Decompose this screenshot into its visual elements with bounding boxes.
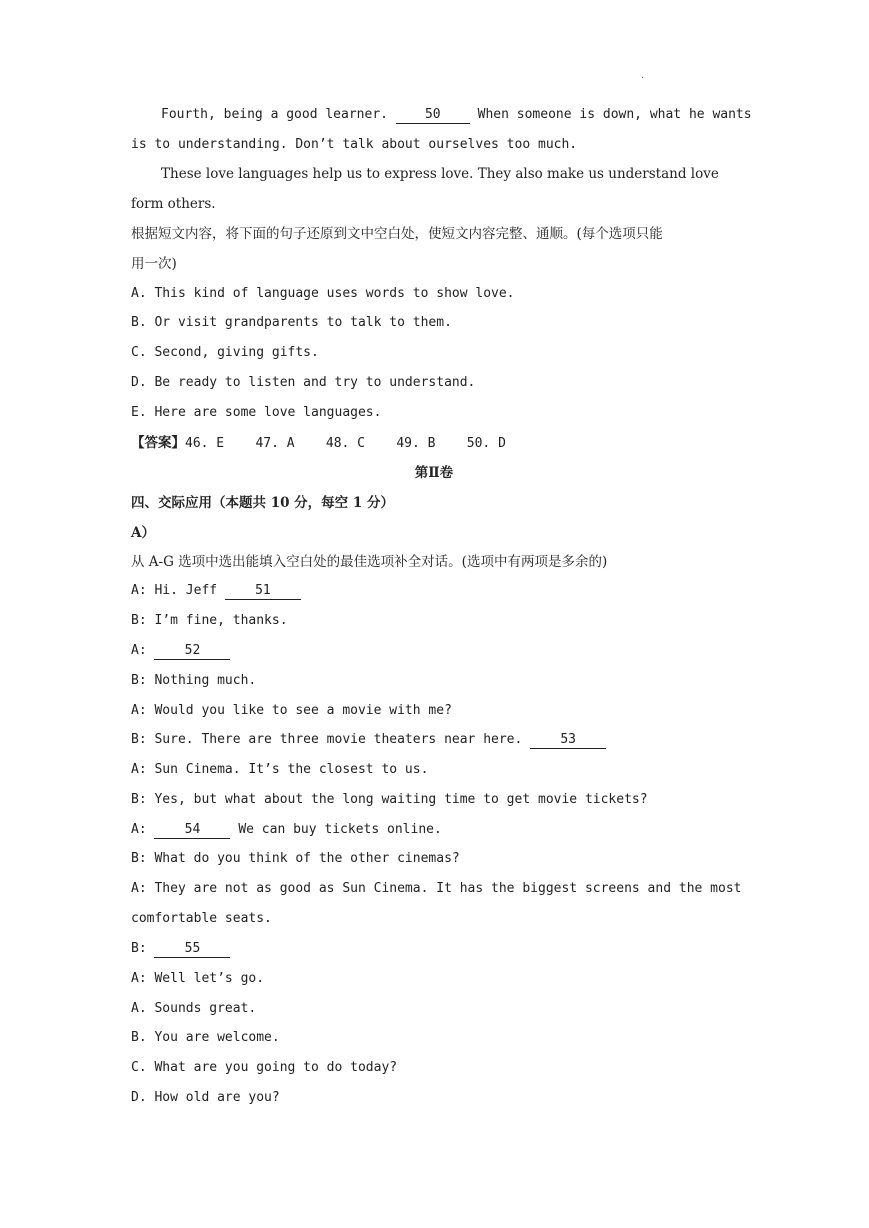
blank-50: 50 (396, 107, 470, 124)
passage-line-1 (131, 105, 771, 125)
passage-line-2: is to understanding. Don’t talk about ourselves too much. (131, 137, 578, 152)
passage-text: Fourth, being a good learner. (161, 107, 388, 122)
dialogue-line-13: A: Well let’s go. (131, 971, 265, 986)
dialogue-text: A: (131, 822, 147, 837)
dialogue-line-7: A: Sun Cinema. It’s the closest to us. (131, 762, 429, 777)
dialogue-line-11b: comfortable seats. (131, 911, 272, 926)
option2-a: A. Sounds great. (131, 1001, 257, 1016)
dialogue-text: B: Sure. There are three movie theaters near here. (131, 732, 523, 747)
dialogue-line-11a: A: They are not as good as Sun Cinema. It has the biggest screens and the most (131, 881, 742, 896)
dialogue-line-3 (131, 641, 741, 661)
answer-line (131, 433, 741, 454)
dialogue-line-1 (131, 581, 741, 601)
option-c: C. Second, giving gifts. (131, 345, 319, 360)
part4-sub: A） (131, 525, 155, 541)
blank-54: 54 (154, 822, 230, 839)
dialogue-line-6 (131, 730, 741, 750)
blank-55: 55 (154, 941, 230, 958)
dialogue-text: A: Hi. Jeff (131, 583, 218, 598)
option-d: D. Be ready to listen and try to understand. (131, 375, 476, 390)
dialogue-text: B: (131, 941, 147, 956)
dialogue-line-12 (131, 939, 741, 959)
option2-c: C. What are you going to do today? (131, 1060, 398, 1075)
dialogue-text: A: (131, 643, 147, 658)
part4-instruction: 从 A-G 选项中选出能填入空白处的最佳选项补全对话。(选项中有两项是多余的) (131, 554, 608, 570)
option2-b: B. You are welcome. (131, 1030, 280, 1045)
dialogue-line-8: B: Yes, but what about the long waiting time to get movie tickets? (131, 792, 648, 807)
dialogue-line-5: A: Would you like to see a movie with me? (131, 703, 452, 718)
option2-d: D. How old are you? (131, 1090, 280, 1105)
passage-line-4: form others. (131, 196, 216, 212)
option-b: B. Or visit grandparents to talk to them. (131, 315, 452, 330)
instruction-line-1: 根据短文内容，将下面的句子还原到文中空白处，使短文内容完整、通顺。(每个选项只能 (131, 226, 663, 242)
dialogue-line-9 (131, 820, 741, 840)
dialogue-text: We can buy tickets online. (238, 822, 442, 837)
instruction-line-2: 用一次) (131, 256, 177, 272)
blank-53: 53 (530, 732, 606, 749)
dialogue-line-10: B: What do you think of the other cinemas? (131, 851, 460, 866)
option-a: A. This kind of language uses words to show love. (131, 286, 515, 301)
dialogue-line-4: B: Nothing much. (131, 673, 257, 688)
option-e: E. Here are some love languages. (131, 405, 382, 420)
blank-51: 51 (225, 583, 301, 600)
section-title: 第Ⅱ卷 (414, 465, 454, 481)
answer-label: 【答案】 (131, 435, 185, 451)
dialogue-line-2: B: I’m fine, thanks. (131, 613, 288, 628)
answer-items: 46. E 47. A 48. C 49. B 50. D (185, 436, 506, 451)
part4-heading: 四、交际应用（本题共 10 分，每空 1 分） (131, 495, 394, 511)
passage-text: When someone is down, what he wants (477, 107, 752, 122)
header-dot: . (641, 70, 645, 81)
passage-line-3: These love languages help us to express love. They also make us understand love (161, 166, 719, 182)
blank-52: 52 (154, 643, 230, 660)
